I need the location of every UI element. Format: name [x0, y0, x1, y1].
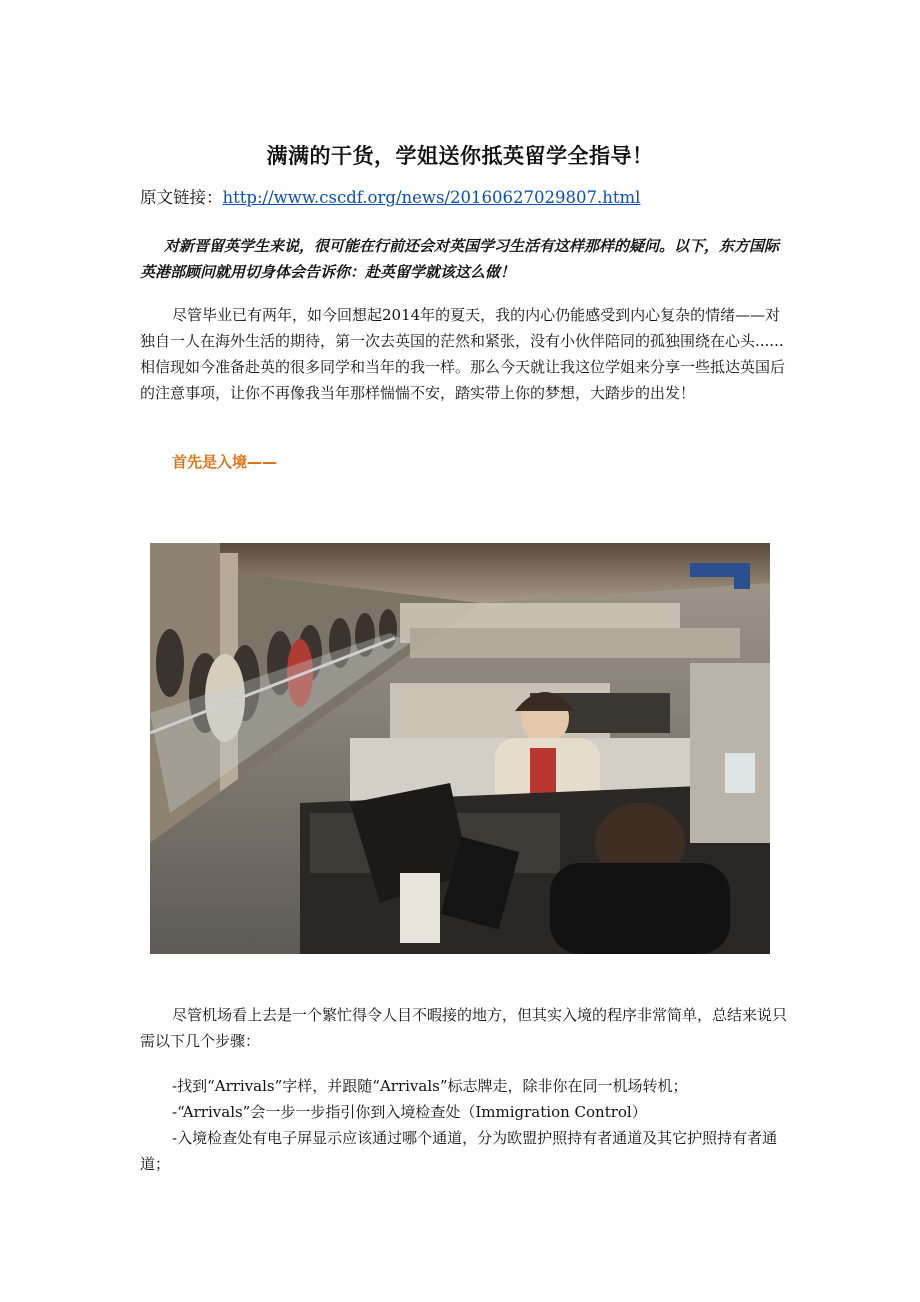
- body-paragraph-1: 尽管毕业已有两年，如今回想起2014年的夏天，我的内心仍能感受到内心复杂的情绪——对独自一人在海外生活的期待，第一次去英国的茫然和紧张，没有小伙伴陪同的孤独围绕在心头......相信现如今准备赴英的很多同学和当年的我一样。那么今天就让我这位学姐来分享一些抵达英国后的注意事项，让你不再像我当年那样惴惴不安，踏实带上你的梦想，大踏步的出发！: [140, 306, 786, 402]
- source-label: 原文链接：: [140, 188, 223, 207]
- body-paragraph-2: 尽管机场看上去是一个繁忙得令人目不暇接的地方，但其实入境的程序非常简单，总结来说只需以下几个步骤：: [140, 1006, 788, 1050]
- step-item: -找到“Arrivals”字样，并跟随“Arrivals”标志牌走，除非你在同一机场转机；: [172, 1077, 688, 1095]
- step-item: -“Arrivals”会一步一步指引你到入境检查处（Immigration Control）: [172, 1103, 647, 1121]
- section-heading: 首先是入境——: [172, 453, 278, 471]
- article-title: 满满的干货，学姐送你抵英留学全指导！: [266, 144, 654, 168]
- airport-immigration-photo: [150, 543, 770, 954]
- steps-list: [140, 1073, 790, 1177]
- step-item: -入境检查处有电子屏显示应该通过哪个通道，分为欧盟护照持有者通道及其它护照持有者通道；: [140, 1129, 778, 1173]
- source-line: [140, 184, 640, 208]
- intro-paragraph: 对新晋留英学生来说，很可能在行前还会对英国学习生活有这样那样的疑问。以下，东方国际英港部顾问就用切身体会告诉你：赴英留学就该这么做！: [140, 237, 780, 281]
- source-link[interactable]: http://www.cscdf.org/news/20160627029807.html: [222, 188, 641, 207]
